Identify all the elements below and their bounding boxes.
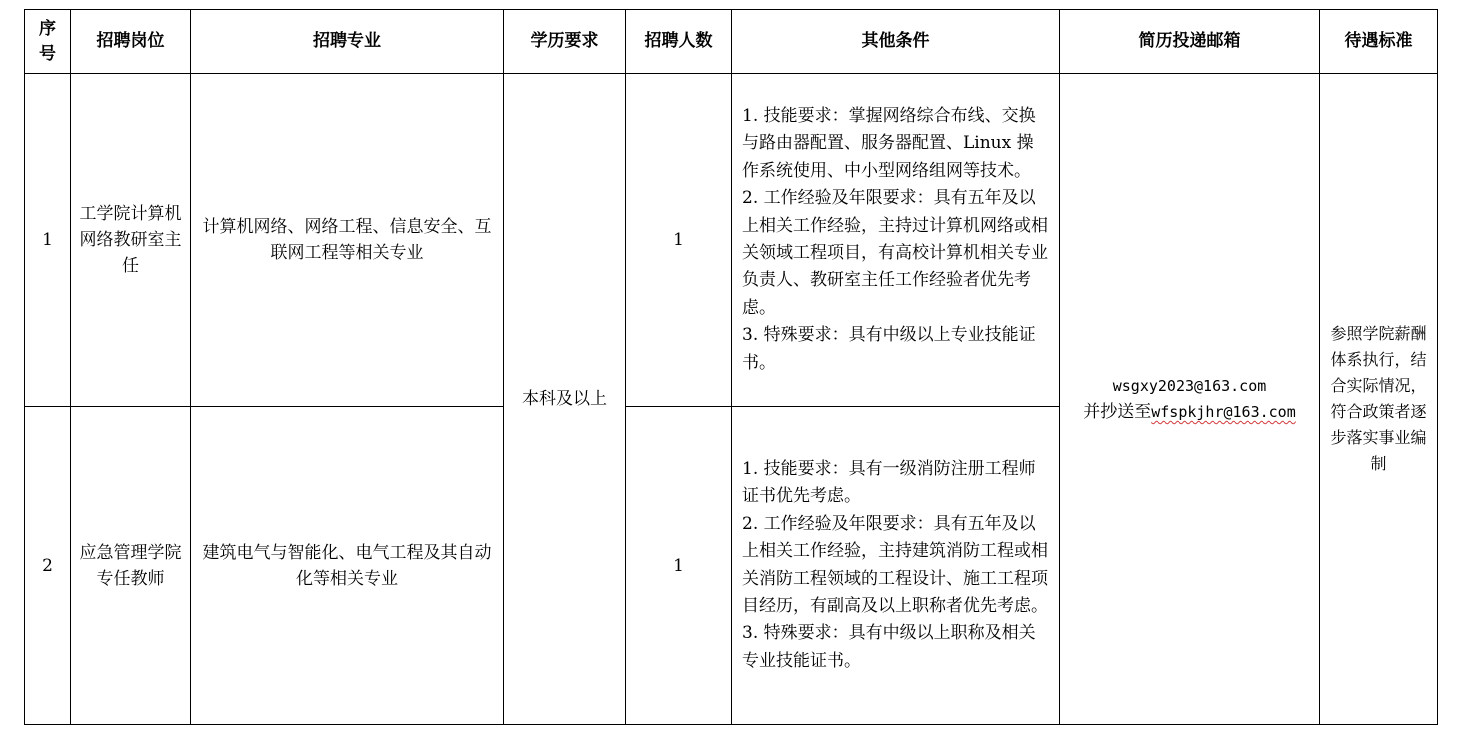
row-major: 建筑电气与智能化、电气工程及其自动化等相关专业 (191, 407, 504, 725)
condition-item: 1. 技能要求：具有一级消防注册工程师证书优先考虑。 (742, 458, 1036, 507)
header-email: 简历投递邮箱 (1060, 10, 1320, 74)
condition-item: 3. 特殊要求：具有中级以上职称及相关专业技能证书。 (742, 623, 1036, 671)
header-salary: 待遇标准 (1320, 10, 1438, 74)
cc-label: 并抄送至 (1083, 402, 1152, 422)
header-index: 序号 (25, 10, 71, 74)
row-position: 工学院计算机网络教研室主任 (71, 74, 191, 407)
header-education: 学历要求 (504, 10, 626, 74)
row-conditions (732, 407, 1060, 725)
header-major: 招聘专业 (191, 10, 504, 74)
row-index: 2 (25, 407, 71, 725)
condition-item: 1. 技能要求：掌握网络综合布线、交换与路由器配置、服务器配置、Linux 操作系统使用、中小型网络组网等技术。 (742, 105, 1036, 181)
cc-email[interactable]: wfspkjhr@163.com (1151, 403, 1296, 421)
row-major: 计算机网络、网络工程、信息安全、互联网工程等相关专业 (191, 74, 504, 407)
salary-standard: 参照学院薪酬体系执行，结合实际情况，符合政策者逐步落实事业编制 (1320, 74, 1438, 725)
header-count: 招聘人数 (626, 10, 732, 74)
row-conditions (732, 74, 1060, 407)
primary-email[interactable]: wsgxy2023@163.com (1112, 377, 1267, 395)
condition-item: 3. 特殊要求：具有中级以上专业技能证书。 (742, 325, 1036, 373)
resume-email-cell (1060, 74, 1320, 725)
row-count: 1 (626, 407, 732, 725)
education-requirement: 本科及以上 (504, 74, 626, 725)
row-count: 1 (626, 74, 732, 407)
row-position: 应急管理学院专任教师 (71, 407, 191, 725)
condition-item: 2. 工作经验及年限要求：具有五年及以上相关工作经验，主持建筑消防工程或相关消防工程领域的工程设计、施工工程项目经历，有副高及以上职称者优先考虑。 (742, 513, 1048, 616)
recruitment-table (24, 9, 1438, 725)
row-index: 1 (25, 74, 71, 407)
header-conditions: 其他条件 (732, 10, 1060, 74)
condition-item: 2. 工作经验及年限要求：具有五年及以上相关工作经验，主持过计算机网络或相关领域工程项目，有高校计算机相关专业负责人、教研室主任工作经验者优先考虑。 (742, 188, 1048, 318)
table-row (25, 74, 1438, 407)
header-position: 招聘岗位 (71, 10, 191, 74)
table-header-row (25, 10, 1438, 74)
